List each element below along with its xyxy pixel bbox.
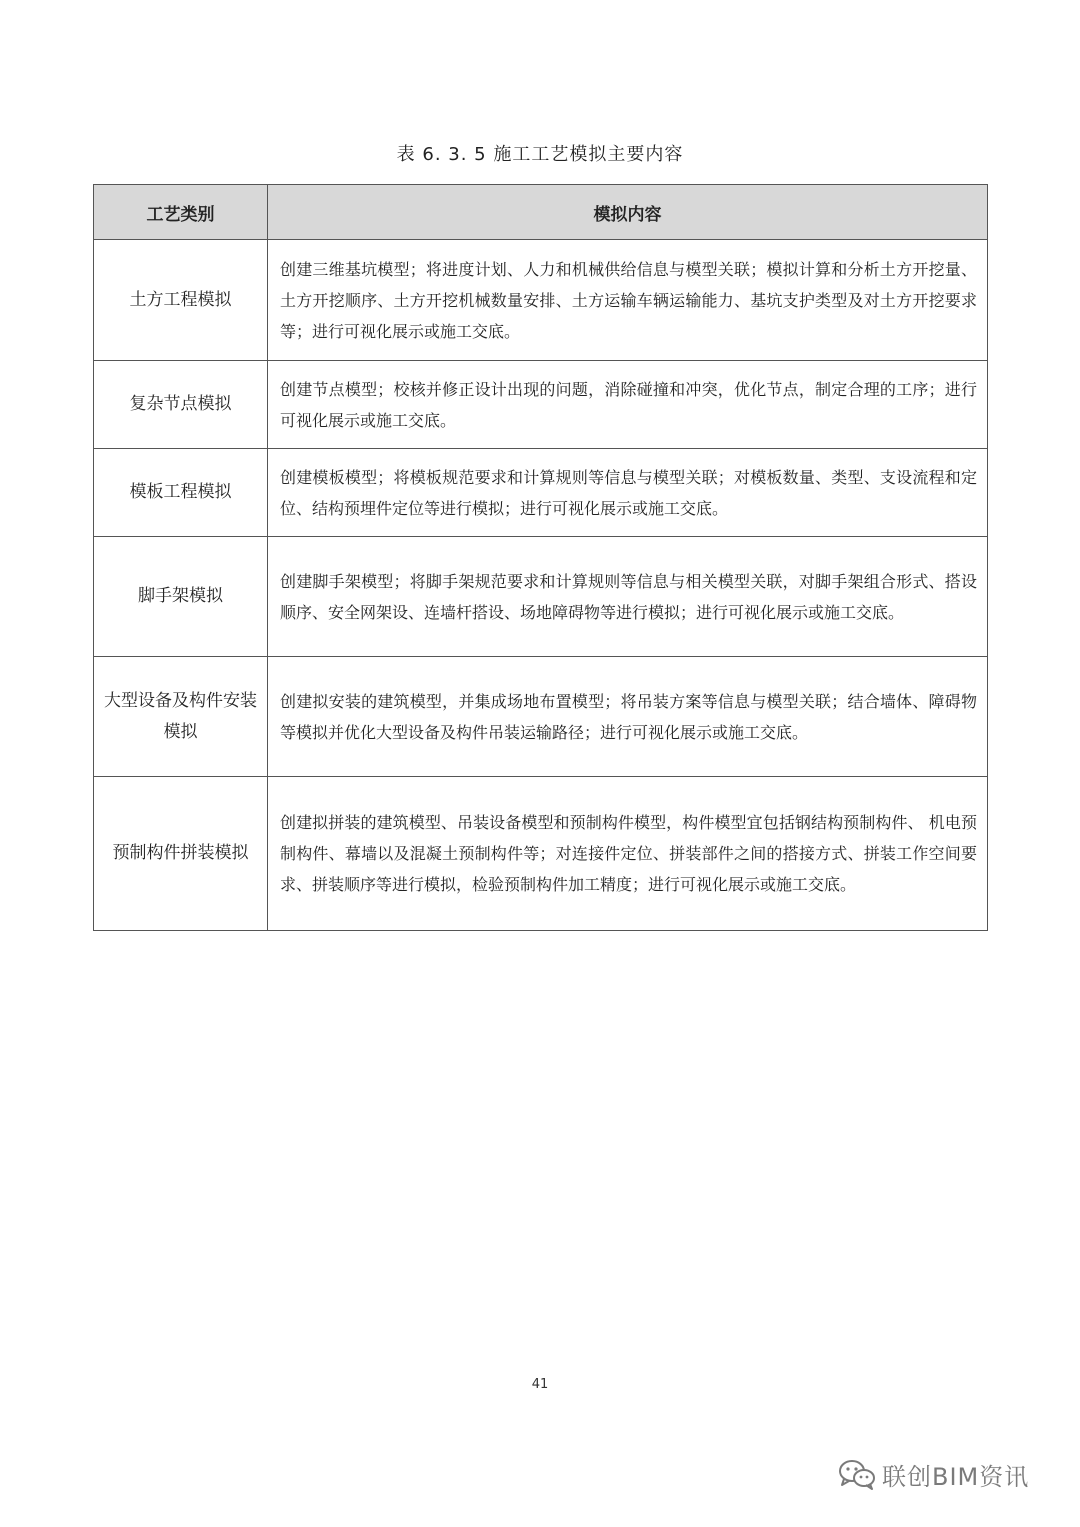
row-category: 模板工程模拟	[94, 449, 268, 537]
row-content: 创建三维基坑模型；将进度计划、人力和机械供给信息与模型关联；模拟计算和分析土方开挖量、土方开挖顺序、土方开挖机械数量安排、土方运输车辆运输能力、基坑支护类型及对土方开挖要求等；进行可视化展示或施工交底。	[268, 240, 988, 361]
table-caption: 表 6. 3. 5 施工工艺模拟主要内容	[396, 144, 684, 165]
table-row	[94, 240, 988, 361]
table-row	[94, 777, 988, 931]
row-content: 创建拟拼装的建筑模型、吊装设备模型和预制构件模型，构件模型宜包括钢结构预制构件、 机电预制构件、幕墙以及混凝土预制构件等；对连接件定位、拼装部件之间的搭接方式、拼装工作空间要求、拼装顺序等进行模拟，检验预制构件加工精度；进行可视化展示或施工交底。	[268, 777, 988, 931]
row-category: 脚手架模拟	[94, 537, 268, 657]
header-category: 工艺类别	[94, 185, 268, 240]
table-row	[94, 537, 988, 657]
header-content: 模拟内容	[268, 185, 988, 240]
page-number: 41	[531, 1377, 549, 1392]
wechat-icon	[838, 1458, 876, 1490]
table-header-row	[94, 185, 988, 240]
table-row	[94, 449, 988, 537]
row-category: 复杂节点模拟	[94, 361, 268, 449]
row-category: 大型设备及构件安装模拟	[94, 657, 268, 777]
row-content: 创建脚手架模型；将脚手架规范要求和计算规则等信息与相关模型关联，对脚手架组合形式、搭设顺序、安全网架设、连墙杆搭设、场地障碍物等进行模拟；进行可视化展示或施工交底。	[268, 537, 988, 657]
row-content: 创建模板模型；将模板规范要求和计算规则等信息与模型关联；对模板数量、类型、支设流程和定位、结构预埋件定位等进行模拟；进行可视化展示或施工交底。	[268, 449, 988, 537]
row-content: 创建拟安装的建筑模型，并集成场地布置模型；将吊装方案等信息与模型关联；结合墙体、障碍物等模拟并优化大型设备及构件吊装运输路径；进行可视化展示或施工交底。	[268, 657, 988, 777]
table-row	[94, 657, 988, 777]
row-category: 预制构件拼装模拟	[94, 777, 268, 931]
row-category: 土方工程模拟	[94, 240, 268, 361]
watermark-text: 联创BIM资讯	[882, 1462, 1030, 1491]
table-row	[94, 361, 988, 449]
simulation-content-table	[93, 184, 988, 931]
watermark	[838, 1457, 1029, 1491]
row-content: 创建节点模型；校核并修正设计出现的问题，消除碰撞和冲突，优化节点，制定合理的工序；进行可视化展示或施工交底。	[268, 361, 988, 449]
